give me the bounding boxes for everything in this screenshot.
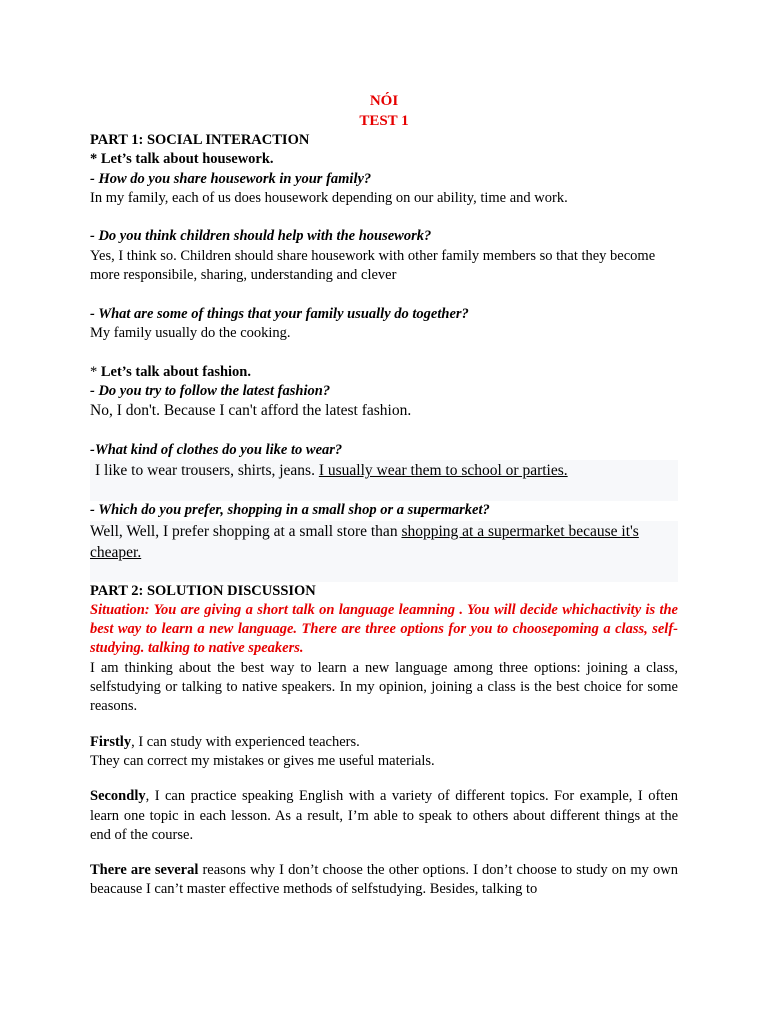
question-3: - What are some of things that your family usually do together? <box>90 305 469 322</box>
several-label: There are several <box>90 862 199 879</box>
title-line-2: TEST 1 <box>359 112 409 129</box>
question-2: - Do you think children should help with the housework? <box>90 228 432 245</box>
topic-fashion-label: Let’s talk about fashion. <box>100 363 252 380</box>
answer-6-text: Well, Well, I prefer shopping at a small store than <box>90 522 402 540</box>
question-5: -What kind of clothes do you like to wear? <box>90 441 343 458</box>
secondly-paragraph <box>90 787 678 845</box>
secondly-text: , I can practice speaking English with a variety of different topics. For example, I often learn one topic in each lesson. As a result, I’m able to speak to others about different things at the end of the course. <box>90 788 678 843</box>
answer-5 <box>90 460 678 501</box>
firstly-label: Firstly <box>90 733 132 750</box>
situation-text: Situation: You are giving a short talk on language leamning . You will decide whichactivity is the best way to learn a new language. There are three options for you to choosepoming a class, self-studying. talking to native speakers. <box>90 601 678 657</box>
topic-fashion <box>90 363 678 382</box>
several-text: reasons why I don’t choose the other options. I don’t choose to study on my own beacause I can’t master effective methods of selfstudying. Besides, talking to <box>90 862 678 898</box>
part1-heading: PART 1: SOCIAL INTERACTION <box>90 132 310 148</box>
title-line-1: NÓI <box>369 93 399 109</box>
spacer <box>90 422 678 441</box>
document-page <box>90 92 678 900</box>
question-6: - Which do you prefer, shopping in a small shop or a supermarket? <box>90 502 490 519</box>
secondly-label: Secondly <box>90 788 146 805</box>
part2-heading: PART 2: SOLUTION DISCUSSION <box>90 582 316 599</box>
answer-1: In my family, each of us does housework depending on our ability, time and work. <box>90 189 568 206</box>
answer-2: Yes, I think so. Children should share housework with other family members so that they become more responsibile, sharing, understanding and clever <box>90 247 656 284</box>
spacer <box>90 771 678 787</box>
spacer <box>90 845 678 861</box>
firstly-paragraph <box>90 733 678 752</box>
intro-paragraph: I am thinking about the best way to learn a new language among three options: joining a class, selfstudying or talking to native speakers. In my opinion, joining a class is the best choice for some reasons. <box>90 659 678 715</box>
spacer <box>90 208 678 227</box>
topic-fashion-star: * <box>90 363 101 380</box>
question-1: - How do you share housework in your family? <box>90 170 372 187</box>
firstly-text-2: They can correct my mistakes or gives me useful materials. <box>90 752 435 769</box>
answer-5-underlined: I usually wear them to school or parties. <box>318 462 568 480</box>
document-title <box>90 92 678 131</box>
answer-5-text: I like to wear trousers, shirts, jeans. <box>95 462 319 480</box>
spacer <box>90 285 678 304</box>
spacer <box>90 343 678 362</box>
answer-3: My family usually do the cooking. <box>90 324 291 341</box>
question-4: - Do you try to follow the latest fashion? <box>90 382 331 399</box>
firstly-text: , I can study with experienced teachers. <box>131 733 360 750</box>
several-paragraph <box>90 861 678 900</box>
topic-housework: * Let’s talk about housework. <box>90 151 274 168</box>
answer-6 <box>90 521 678 582</box>
answer-4: No, I don't. Because I can't afford the latest fashion. <box>90 402 412 420</box>
spacer <box>90 717 678 733</box>
answer-6-underlined: shopping at a supermarket because it's cheaper. <box>90 522 639 561</box>
